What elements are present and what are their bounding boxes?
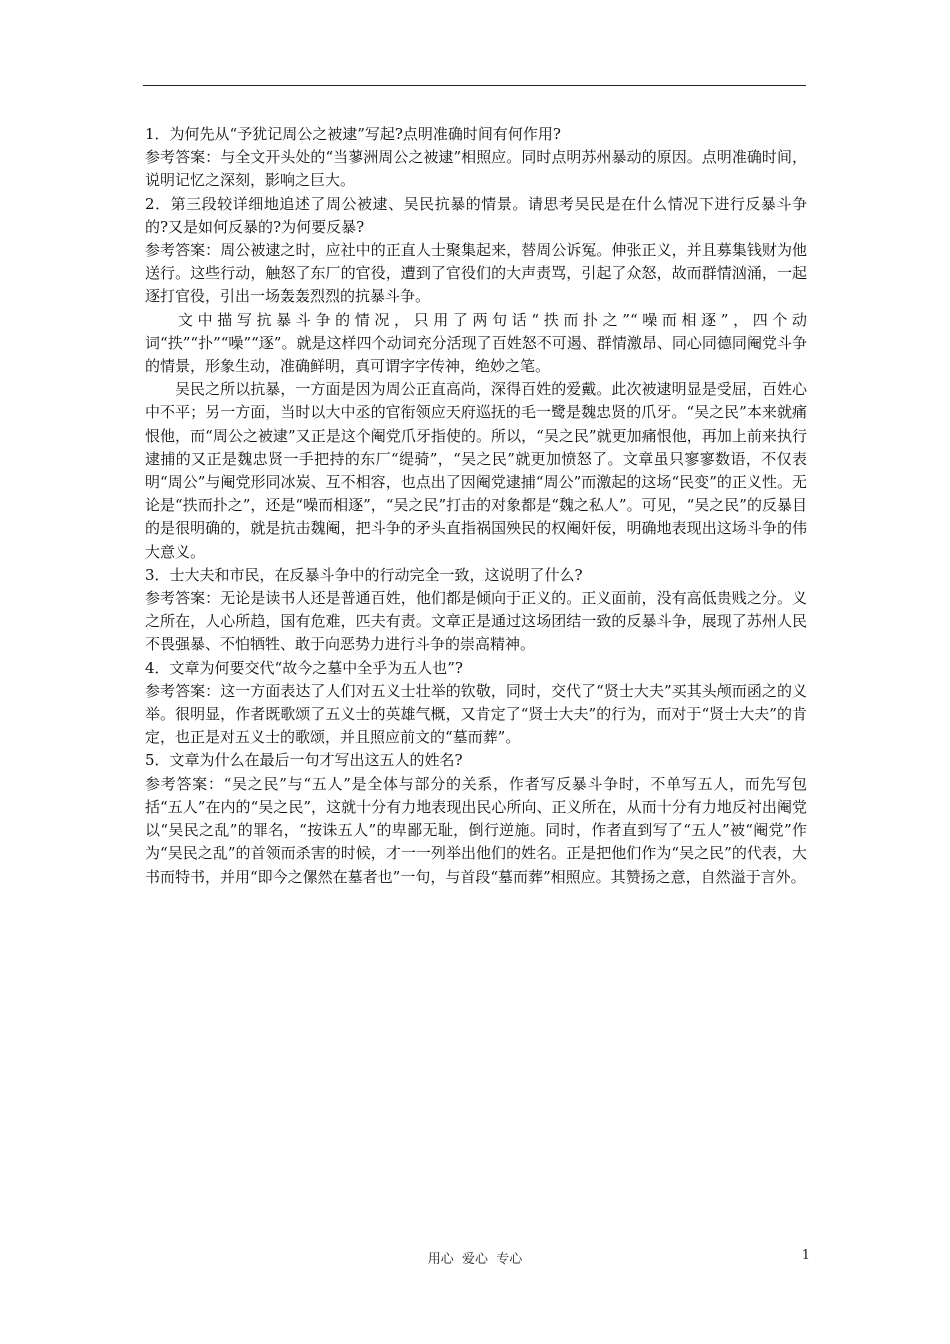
answer-2-paragraph-3: 吴民之所以抗暴，一方面是因为周公正直高尚，深得百姓的爱戴。此次被逮明显是受屈，百姓心中不平；另一方面，当时以大中丞的官衔领应天府巡抚的毛一鹭是魏忠贤的爪牙。“吴之民”本来就痛恨他，而“周公之被逮”又正是这个阉党爪牙指使的。所以，“吴之民”就更加痛恨他，再加上前来执行逮捕的又正是魏忠贤一手把持的东厂“缇骑”，“吴之民”就更加愤怒了。文章虽只寥寥数语，不仅表明“周公”与阉党形同冰炭、互不相容，也点出了因阉党逮捕“周公”而激起的这场“民变”的正义性。无论是“抶而扑之”，还是“噪而相逐”，“吴之民”打击的对象都是“魏之私人”。可见，“吴之民”的反暴目的是很明确的，就是抗击魏阉，把斗争的矛头直指祸国殃民的权阉奸佞，明确地表现出这场斗争的伟大意义。 bbox=[145, 380, 807, 561]
answer-5: 参考答案：“吴之民”与“五人”是全体与部分的关系，作者写反暴斗争时，不单写五人，而先写包括“五人”在内的“吴之民”，这就十分有力地表现出民心所向、正义所在，从而十分有力地反衬出阉党以“吴民之乱”的罪名，“按诛五人”的卑鄙无耻，倒行逆施。同时，作者直到写了“五人”被“阉党”作为“吴民之乱”的首领而杀害的时候，才一一列举出他们的姓名。正是把他们作为“吴之民”的代表，大书而特书，并用“即今之傫然在墓者也”一句，与首段“墓而葬”相照应。其赞扬之意，自然溢于言外。 bbox=[145, 774, 807, 886]
question-1: 1．为何先从“予犹记周公之被逮”写起?点明准确时间有何作用? bbox=[145, 125, 561, 143]
answer-1: 参考答案：与全文开头处的“当蓼洲周公之被逮”相照应。同时点明苏州暴动的原因。点明准确时间，说明记忆之深刻，影响之巨大。 bbox=[145, 148, 807, 190]
question-5: 5．文章为什么在最后一句才写出这五人的姓名? bbox=[145, 751, 463, 770]
footer-text: 用心 爱心 专心 bbox=[427, 1252, 523, 1267]
page-number: 1 bbox=[801, 1248, 810, 1263]
document-body bbox=[145, 123, 807, 889]
answer-2-paragraph-2: 文中描写抗暴斗争的情况，只用了两句话“抶而扑之”“噪而相逐”，四个动词“抶”“扑”“噪”“逐”。就是这样四个动词充分活现了百姓怒不可遏、群情激昂、同心同德同阉党斗争的情景，形象生动，准确鲜明，真可谓字字传神，绝妙之笔。 bbox=[145, 310, 807, 376]
question-2: 2．第三段较详细地追述了周公被逮、吴民抗暴的情景。请思考吴民是在什么情况下进行反暴斗争的?又是如何反暴的?为何要反暴? bbox=[145, 194, 807, 236]
header-rule bbox=[143, 85, 806, 86]
question-4: 4．文章为何要交代“故今之墓中全乎为五人也”? bbox=[145, 658, 463, 677]
answer-4: 参考答案：这一方面表达了人们对五义士壮举的钦敬，同时，交代了“贤士大夫”买其头颅而函之的义举。很明显，作者既歌颂了五义士的英雄气概，又肯定了“贤士大夫”的行为，而对于“贤士大夫”的肯定，也正是对五义士的歌颂，并且照应前文的“墓而葬”。 bbox=[145, 681, 807, 747]
answer-3: 参考答案：无论是读书人还是普通百姓，他们都是倾向于正义的。正义面前，没有高低贵贱之分。义之所在，人心所趋，国有危难，匹夫有责。文章正是通过这场团结一致的反暴斗争，展现了苏州人民不畏强暴、不怕牺牲、敢于向恶势力进行斗争的崇高精神。 bbox=[145, 589, 807, 654]
question-3: 3．士大夫和市民，在反暴斗争中的行动完全一致，这说明了什么? bbox=[145, 565, 583, 584]
answer-2: 参考答案：周公被逮之时，应社中的正直人士聚集起来，替周公诉冤。伸张正义，并且募集钱财为他送行。这些行动，触怒了东厂的官役，遭到了官役们的大声责骂，引起了众怒，故而群情汹涌，一起逐打官役，引出一场轰轰烈烈的抗暴斗争。 bbox=[145, 241, 807, 306]
